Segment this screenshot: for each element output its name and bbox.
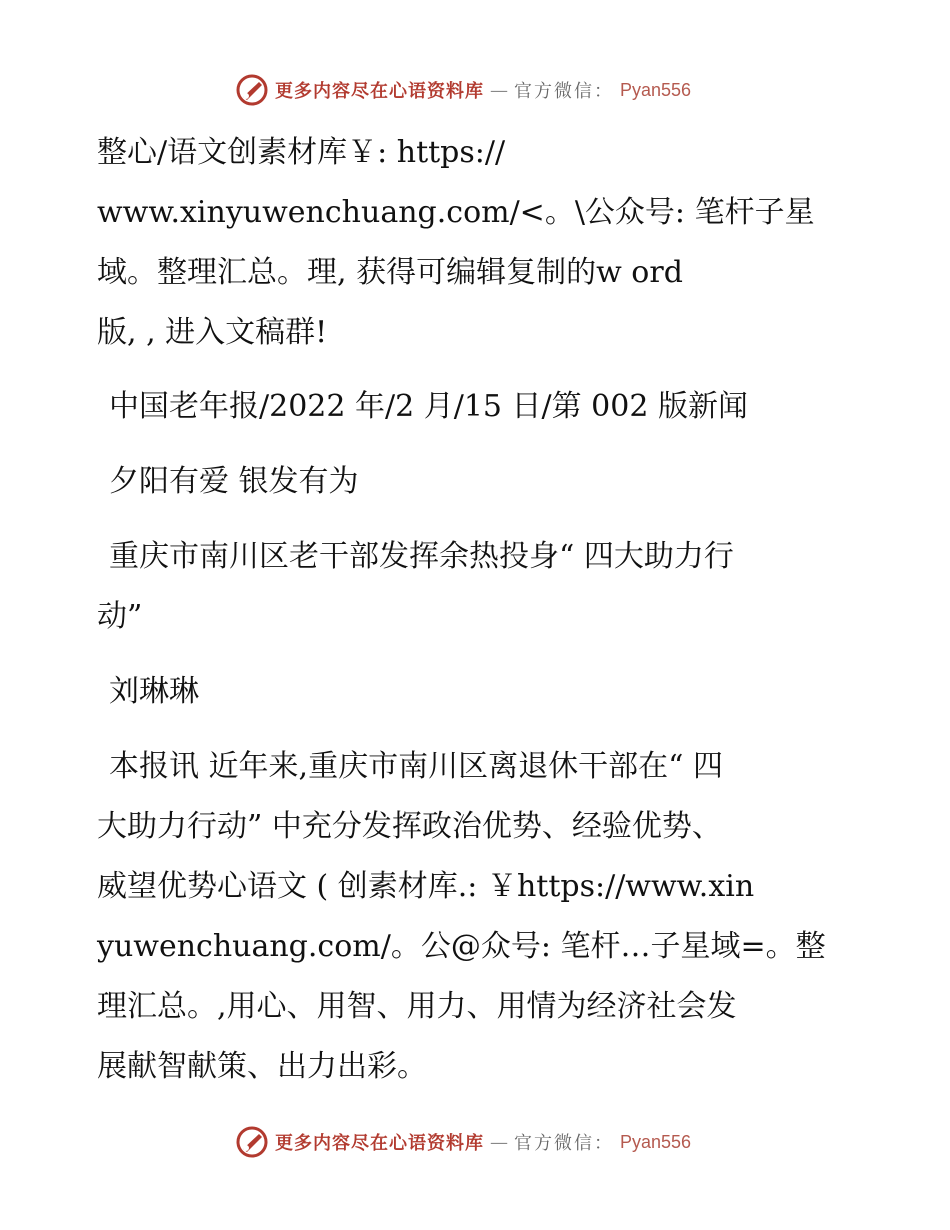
- promo-line: 整心/语文创素材库￥: https://: [97, 135, 506, 170]
- body-line: 展献智献策、出力出彩。: [97, 1049, 427, 1084]
- brand-logo-icon: [235, 73, 269, 107]
- brand-logo-icon: [235, 1125, 269, 1159]
- header-brand-text: 更多内容尽在心语资料库: [275, 81, 484, 102]
- footer-separator: —: [490, 1131, 508, 1153]
- article-body: [97, 737, 857, 1097]
- promo-line: 域。整理汇总。理, 获得可编辑复制的w ord: [97, 255, 683, 290]
- page-footer-watermark: [235, 1124, 691, 1160]
- promo-line: 版, , 进入文稿群!: [97, 315, 328, 350]
- document-body: [97, 123, 857, 1112]
- header-separator: —: [490, 79, 508, 101]
- promo-paragraph: [97, 123, 857, 363]
- body-line: 大助力行动” 中充分发挥政治优势、经验优势、: [97, 809, 722, 844]
- headline: 夕阳有爱 银发有为: [109, 464, 359, 499]
- header-wechat-label: 官方微信：: [514, 81, 614, 102]
- subtitle-line: 重庆市南川区老干部发挥余热投身“ 四大助力行: [109, 539, 734, 574]
- promo-line: www.xinyuwenchuang.com/<。\公众号: 笔杆子星: [97, 195, 815, 230]
- page-header-watermark: [235, 72, 691, 108]
- footer-wechat-label: 官方微信：: [514, 1133, 614, 1154]
- body-line: 威望优势心语文 ( 创素材库.: ￥https://www.xin: [97, 869, 755, 904]
- source-line: 中国老年报/2022 年/2 月/15 日/第 002 版新闻: [109, 389, 748, 424]
- subtitle-line: 动”: [97, 599, 143, 634]
- header-wechat-id: Pyan556: [620, 79, 692, 100]
- subtitle: [97, 527, 857, 647]
- footer-brand-text: 更多内容尽在心语资料库: [275, 1133, 484, 1154]
- footer-wechat-id: Pyan556: [620, 1131, 692, 1152]
- body-line: 理汇总。,用心、用智、用力、用情为经济社会发: [97, 989, 737, 1024]
- author-name: 刘琳琳: [109, 674, 199, 709]
- body-line: 本报讯 近年来,重庆市南川区离退休干部在“ 四: [109, 749, 723, 784]
- body-line: yuwenchuang.com/。公@众号: 笔杆…子星域=。整: [97, 929, 826, 964]
